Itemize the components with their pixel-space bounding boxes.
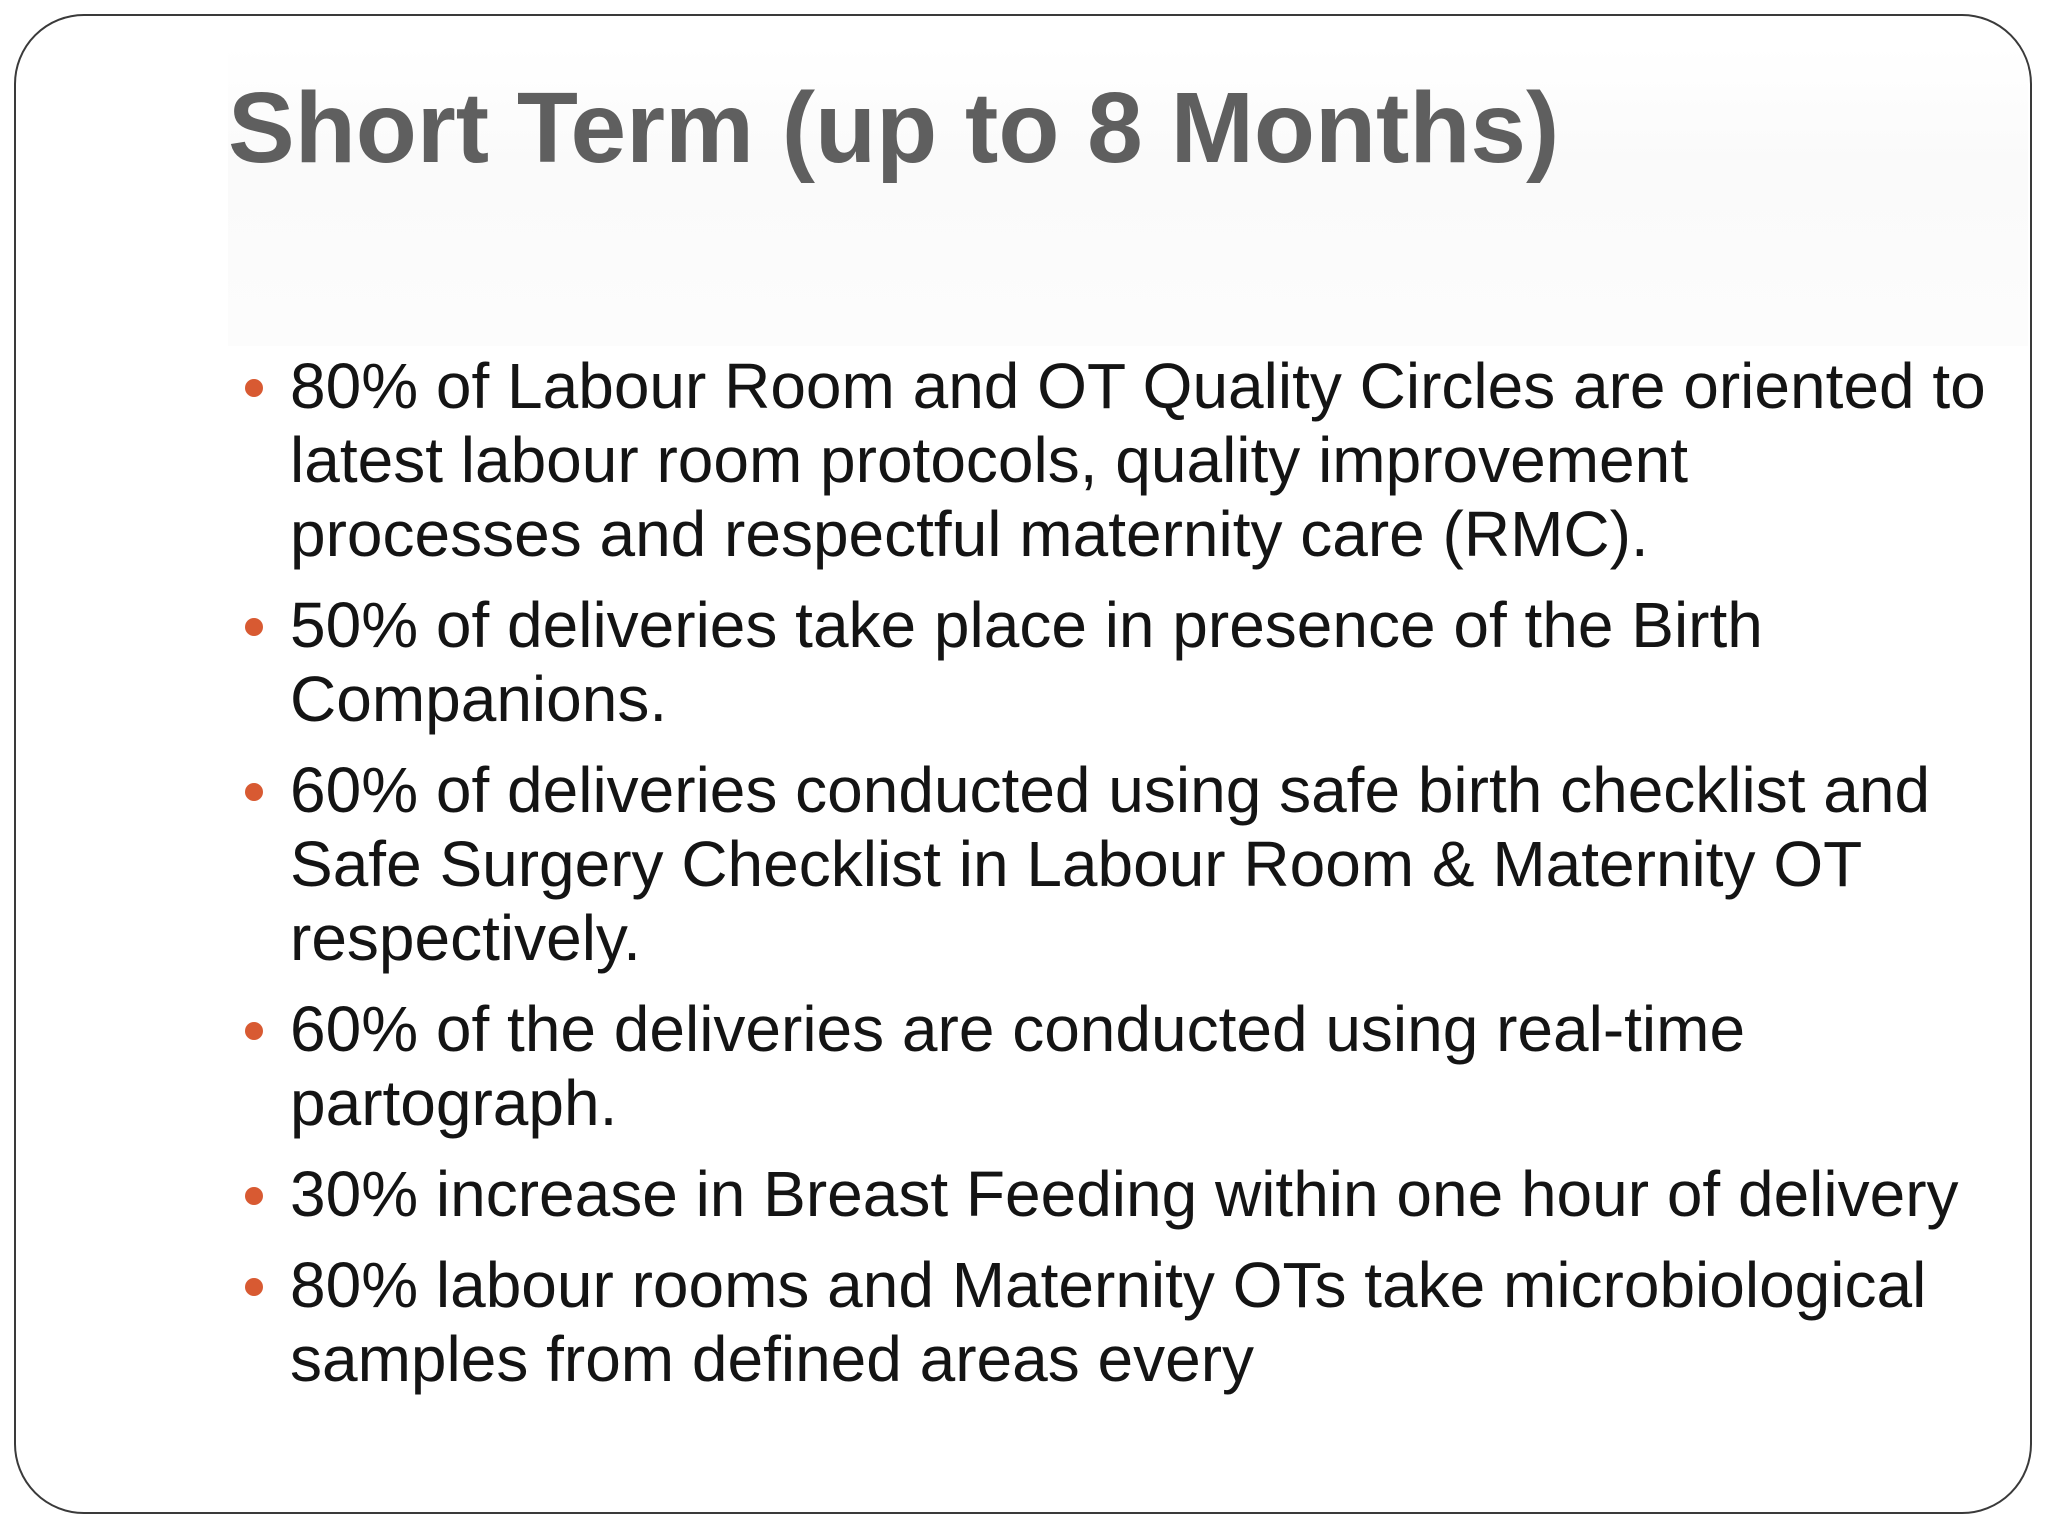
- bullet-item: [228, 349, 1988, 571]
- bullet-item: [228, 1157, 1988, 1231]
- bullet-dot-icon: [245, 1022, 263, 1040]
- bullet-dot-icon: [245, 379, 263, 397]
- bullet-item: [228, 588, 1988, 736]
- bullet-item: [228, 1248, 1988, 1396]
- slide-title: Short Term (up to 8 Months): [228, 72, 1560, 184]
- bullet-list: [228, 349, 1988, 1413]
- bullet-text: 80% of Labour Room and OT Quality Circles are oriented to latest labour room protocols, quality improvement processes and respectful maternity care (RMC).: [290, 350, 1986, 570]
- bullet-text: 60% of deliveries conducted using safe birth checklist and Safe Surgery Checklist in Labour Room & Maternity OT respectively.: [290, 754, 1931, 974]
- slide-frame: [14, 14, 2032, 1514]
- bullet-item: [228, 753, 1988, 975]
- bullet-dot-icon: [245, 618, 263, 636]
- bullet-text: 30% increase in Breast Feeding within one hour of delivery: [290, 1158, 1959, 1230]
- bullet-text: 60% of the deliveries are conducted using real-time partograph.: [290, 993, 1746, 1139]
- bullet-dot-icon: [245, 1187, 263, 1205]
- bullet-text: 50% of deliveries take place in presence of the Birth Companions.: [290, 589, 1763, 735]
- bullet-text: 80% labour rooms and Maternity OTs take microbiological samples from defined areas every: [290, 1249, 1927, 1395]
- bullet-dot-icon: [245, 783, 263, 801]
- bullet-dot-icon: [245, 1278, 263, 1296]
- bullet-item: [228, 992, 1988, 1140]
